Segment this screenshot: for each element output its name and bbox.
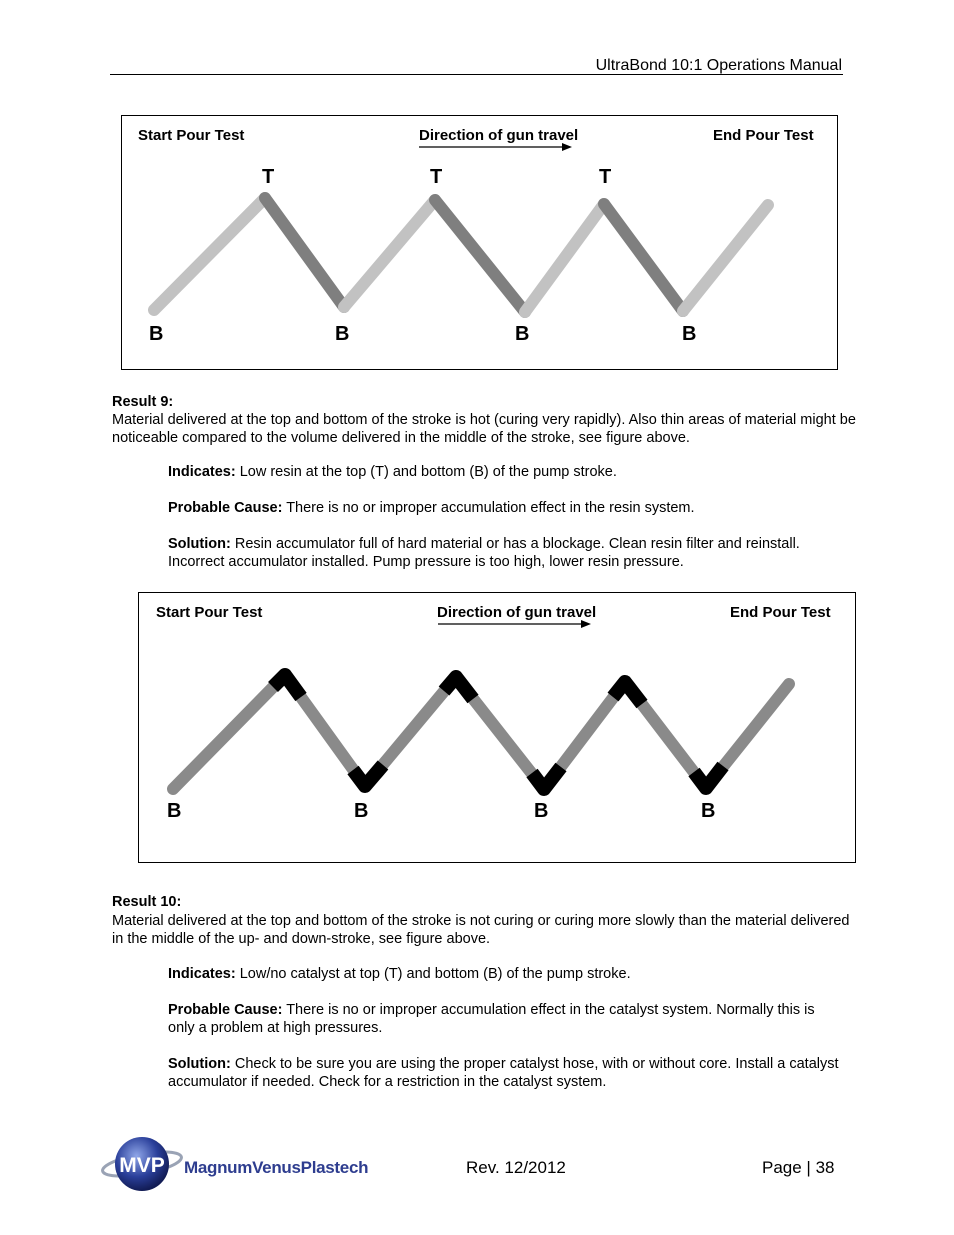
upstroke-1 xyxy=(154,198,265,310)
solution-label: Solution: xyxy=(168,536,231,552)
result-9-heading: Result 9: xyxy=(112,394,174,410)
figure-result-9 xyxy=(121,115,838,370)
bottom-marker: B xyxy=(167,800,182,822)
bottom-highlight-1 xyxy=(353,765,383,786)
result-10-cause xyxy=(168,1001,840,1037)
direction-arrowhead xyxy=(581,620,591,628)
bottom-marker: B xyxy=(515,323,530,345)
end-pour-test-label: End Pour Test xyxy=(730,604,831,621)
mvp-logo-icon xyxy=(100,1132,184,1196)
upstroke-2 xyxy=(344,200,435,307)
revision-date: Rev. 12/2012 xyxy=(466,1158,566,1177)
bottom-marker: B xyxy=(682,323,697,345)
upstroke-4 xyxy=(683,205,768,311)
indicates-label: Indicates: xyxy=(168,966,236,982)
logo-wordmark: MagnumVenusPlastech xyxy=(184,1158,369,1177)
result-9-body: Material delivered at the top and bottom of the stroke is hot (curing very rapidly). Also thin areas of material might be noticeable compared to the volume delivered in the middle of the stroke, see figure above. xyxy=(112,412,856,446)
result-9-indicates xyxy=(168,463,848,481)
bottom-marker: B xyxy=(149,323,164,345)
upstroke-1 xyxy=(173,675,285,789)
downstroke-1 xyxy=(265,198,344,307)
header-rule xyxy=(110,74,843,75)
solution-text: Check to be sure you are using the proper catalyst hose, with or without core. Install a catalyst accumulator if needed. Check for a restriction in the catalyst system. xyxy=(168,1056,839,1090)
start-pour-test-label: Start Pour Test xyxy=(138,127,245,144)
top-marker: T xyxy=(599,166,612,188)
top-highlight-2 xyxy=(444,677,473,699)
top-marker: T xyxy=(262,166,275,188)
result-10-solution xyxy=(168,1055,854,1091)
result-10-body: Material delivered at the top and bottom of the stroke is not curing or curing more slowly than the material delivered in the middle of the up- and down-stroke, see figure above. xyxy=(112,913,850,947)
result-10-heading: Result 10: xyxy=(112,894,182,910)
document-title: UltraBond 10:1 Operations Manual xyxy=(595,57,842,74)
result-9-cause xyxy=(168,499,848,517)
solution-label: Solution: xyxy=(168,1056,231,1072)
indicates-label: Indicates: xyxy=(168,464,236,480)
solution-text: Resin accumulator full of hard material or has a blockage. Clean resin filter and reinstall. Incorrect accumulator installed. Pump pressure is too high, lower resin pressure. xyxy=(168,536,800,570)
start-pour-test-label: Start Pour Test xyxy=(156,604,263,621)
top-highlight-1 xyxy=(273,675,301,697)
downstroke-2 xyxy=(435,200,525,312)
cause-text: There is no or improper accumulation effect in the catalyst system. Normally this is only a problem at high pressures. xyxy=(168,1002,815,1036)
top-marker: T xyxy=(430,166,443,188)
cause-label: Probable Cause: xyxy=(168,500,283,516)
bottom-marker: B xyxy=(701,800,716,822)
bottom-marker: B xyxy=(335,323,350,345)
figure-result-10 xyxy=(138,592,856,863)
zigzag-diagram-2 xyxy=(139,593,857,864)
downstroke-3 xyxy=(604,204,683,311)
bottom-highlight-3 xyxy=(694,766,723,788)
indicates-text: Low resin at the top (T) and bottom (B) of the pump stroke. xyxy=(235,464,617,480)
result-10-indicates xyxy=(168,965,848,983)
upstroke-3 xyxy=(525,204,604,312)
direction-label: Direction of gun travel xyxy=(419,127,579,144)
bottom-marker: B xyxy=(534,800,549,822)
indicates-text: Low/no catalyst at top (T) and bottom (B) of the pump stroke. xyxy=(235,966,631,982)
zigzag-diagram-1 xyxy=(122,116,839,371)
bottom-marker: B xyxy=(354,800,369,822)
bottom-highlight-2 xyxy=(532,767,561,789)
end-pour-test-label: End Pour Test xyxy=(713,127,814,144)
result-9-solution xyxy=(168,535,800,571)
cause-text: There is no or improper accumulation effect in the resin system. xyxy=(282,500,695,516)
page-number: Page | 38 xyxy=(762,1158,835,1177)
logo-badge: MVP xyxy=(119,1154,165,1177)
direction-label: Direction of gun travel xyxy=(437,604,597,621)
direction-arrowhead xyxy=(562,143,572,151)
cause-label: Probable Cause: xyxy=(168,1002,283,1018)
